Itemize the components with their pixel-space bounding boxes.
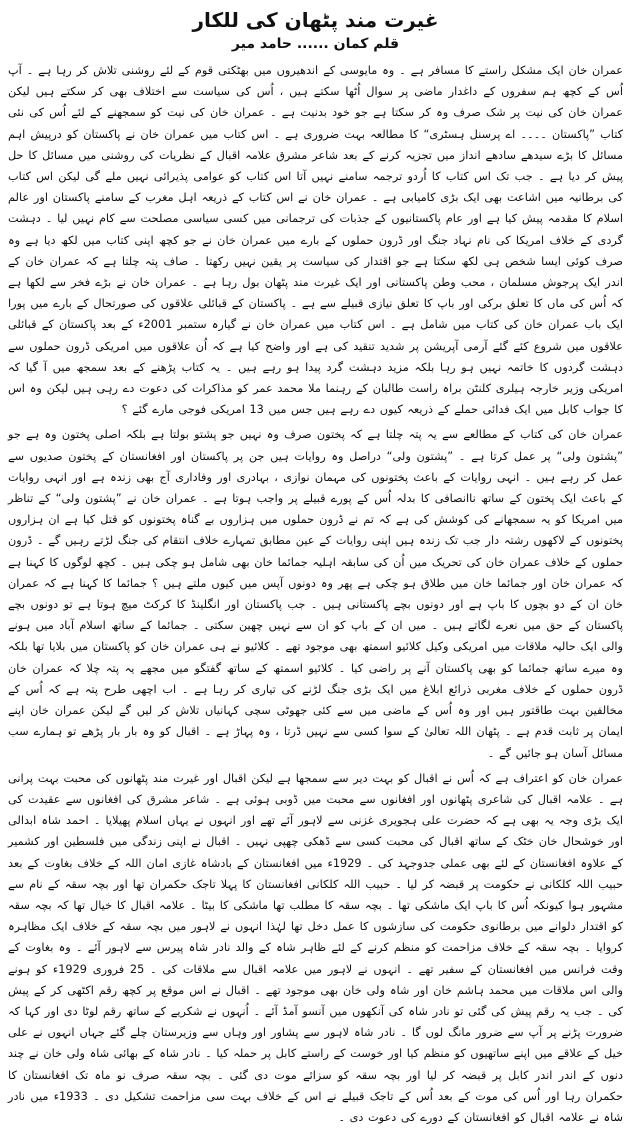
paragraph: عمران خان کو اعتراف ہے کہ اُس نے اقبال کو بہت دیر سے سمجھا ہے لیکن اقبال اور غیرت مند پٹھانوں کی محبت بہت پرانی ہے ۔ علامہ اقبال کی شاعری پٹھانوں اور افغانوں سے محبت میں ڈوبی ہوئی ہے ۔ شاعر مشرق کی افغانوں سے عقیدت کی ایک بڑی وجہ یہ بھی ہے کہ حضرت علی ہجویری غزنی سے لاہور آئے تھے اور انہوں نے یہاں اسلام پھیلایا ۔ احمد شاہ ابدالی اور خوشحال خان خٹک کے ساتھ اقبال کی محبت کسی سے ڈھکی چھپی نہیں ۔ اقبال نے اپنی زندگی میں فلسطین اور کشمیر کے علاوہ افغانستان کے لئے بھی عملی جدوجہد کی ۔ 1929ء میں افغانستان کے بادشاہ غازی امان اللہ کے خلاف بغاوت کے بعد حبیب اللہ کلکانی نے حکومت پر قبضہ کر لیا ۔ حبیب اللہ کلکانی افغانستان کا پہلا تاجک حکمران تھا اور بچہ سقہ کے نام سے مشہور ہوا کیونکہ اُس کا باپ ایک ماشکی تھا ۔ بچہ سقہ کا مطلب تھا ماشکی کا بیٹا ۔ علامہ اقبال کا خیال تھا کہ بچہ سقہ کو اقتدار دلوانے میں برطانوی حکومت کی سازشوں کا عمل دخل تھا لہٰذا انہوں نے لاہور میں بچہ سقہ کے خلاف ایک مظاہرہ کروایا ۔ بچہ سقہ کے خلاف مزاحمت کو منظم کرنے کے لئے ظاہر شاہ کے والد نادر شاہ پیرس سے لاہور آئے ۔ وہ بغاوت کے وقت فرانس میں افغانستان کے سفیر تھے ۔ انہوں نے لاہور میں علامہ اقبال سے ملاقات کی ۔ 25 فروری 1929ء کو ہونے والی اس ملاقات میں محمد ہاشم خان اور شاہ ولی خان بھی موجود تھے ۔ اقبال نے اس موقع پر کچھ رقم اکٹھی کر کے پیش کی ۔ جب یہ رقم پیش کی گئی تو نادر شاہ کی آنکھوں میں آنسو آمڈ آئے ۔ اُنہوں نے شکریے کے ساتھ رقم لوٹا دی اور کہا کہ ضرورت پڑنے پر آپ سے ضرور مانگ لوں گا ۔ نادر شاہ لاہور سے پشاور اور وہاں سے وزیرستان چلے گئے جہاں انہوں نے علی خیل کے علاقے میں اپنے ساتھیوں کو منظم کیا اور خوست کے راستے کابل پر حملہ کیا ۔ نادر شاہ کے بھائی شاہ ولی خان نے چند دنوں کے اندر اندر کابل پر قبضہ کر لیا اور بچہ سقہ کو سزائے موت دی گئی ۔ بچہ سقہ صرف نو ماہ تک افغانستان کا حکمران رہا اور اُس کی موت کے بعد اُس کے تاجک قبیلے نے اس کے خلاف بہت سی مزاحمت تشکیل دی ۔ 1933ء میں نادر شاہ نے علامہ اقبال کو افغانستان کے دورے کی دعوت دی ۔ [8, 771, 623, 1124]
column-byline: قلم کمان ...... حامد میر [231, 36, 400, 52]
column-header [8, 6, 623, 54]
article-title: غیرت مند پٹھان کی للکار [192, 8, 439, 32]
paragraph: عمران خان ایک مشکل راستے کا مسافر ہے ۔ وہ مایوسی کے اندھیروں میں بھٹکتی قوم کے لئے روشنی تلاش کر رہا ہے ۔ آپ اُس کے کچھ ہم سفروں کے داغدار ماضی پر سوال اُٹھا سکتے ہیں ، اُس کی سیاست سے اختلاف بھی کر سکتے ہیں لیکن عمران خان کی نیت پر شک صرف وہ کر سکتا ہے جو خود بدنیت ہے ۔ عمران خان کی نیت کو سمجھنے کے لئے اُس کی نئی کتاب ”پاکستان ۔۔۔۔ اے پرسنل ہسٹری“ کا مطالعہ بہت ضروری ہے ۔ اس کتاب میں عمران خان نے پاکستان کو درپیش اہم مسائل کا بڑے سیدھے سادھے انداز میں تجزیہ کرنے کے بعد شاعر مشرق علامہ اقبال کے نظریات کی روشنی میں مسائل کا حل پیش کر دیا ہے ۔ جب تک اس کتاب کا اُردو ترجمہ سامنے نہیں آتا اس کتاب کو عوامی پذیرائی نہیں ملے گی لیکن اس کتاب کی برطانیہ میں اشاعت بھی ایک بڑی کامیابی ہے ۔ عمران خان نے اس کتاب کے ذریعہ اہل مغرب کے سامنے پاکستان اور عالم اسلام کا مقدمہ پیش کیا ہے اور عام پاکستانیوں کے جذبات کی ترجمانی میں کسی سیاسی مصلحت سے کام نہیں لیا ۔ دہشت گردی کے خلاف امریکا کی نام نہاد جنگ اور ڈرون حملوں کے بارے میں عمران خان نے جو کچھ اپنی کتاب میں لکھ دیا ہے وہ صرف کوئی ایسا شخص ہی لکھ سکتا ہے جو اقتدار کی سیاست پر یقین نہیں رکھتا ۔ صاف پتہ چلتا ہے کہ عمران خان کے اندر ایک پرجوش مسلمان ، محب وطن پاکستانی اور ایک غیرت مند پٹھان بول رہا ہے ۔ عمران خان نے بڑے فخر سے لکھا ہے کہ اُس کی ماں کا تعلق برکی اور باپ کا تعلق نیازی قبیلے سے ہے ۔ پاکستان کے قبائلی علاقوں کی صورتحال کے بارے میں پورا ایک باب عمران خان کی کتاب میں شامل ہے ۔ اس کتاب میں عمران خان نے گیارہ ستمبر 2001ء کے بعد پاکستان کے قبائلی علاقوں میں شروع کئے گئے آرمی آپریشن پر شدید تنقید کی ہے اور واضح کیا ہے کہ اُن علاقوں میں امریکی ڈرون حملوں سے دہشت گردوں کا خاتمہ نہیں ہو رہا بلکہ مزید دہشت گرد پیدا ہو رہے ہیں ۔ یہ کتاب پڑھنے کے بعد سمجھ میں آ گیا کہ امریکی وزیر خارجہ ہیلری کلنٹن براہ راست طالبان کے رہنما ملا محمد عمر کو مذاکرات کی دعوت دے رہی ہیں لیکن وہ اس کا جواب کابل میں ایک فدائی حملے کے ذریعہ کیوں دے رہے ہیں جس میں 13 امریکی فوجی مارے گئے ؟ [8, 64, 623, 417]
article-body [8, 60, 623, 1128]
paragraph: عمران خان کی کتاب کے مطالعے سے یہ پتہ چلتا ہے کہ پختون صرف وہ نہیں جو پشتو بولتا ہے بلکہ اصلی پختون وہ ہے جو ”پشتون ولی“ پر عمل کرتا ہے ۔ ”پشتون ولی“ دراصل وہ روایات ہیں جن پر پاکستان اور افغانستان کے پختون صدیوں سے عمل کر رہے ہیں ۔ انہی روایات کے باعث پختونوں کی مہمان نوازی ، بہادری اور وفاداری آج بھی زندہ ہے اور انہی روایات کے باعث ایک پختون کے ساتھ ناانصافی کا بدلہ اُس کے پورے قبیلے پر واجب ہوتا ہے ۔ عمران خان نے ”پشتون ولی“ کے تناظر میں امریکا کو یہ سمجھانے کی کوشش کی ہے کہ تم نے ڈرون حملوں میں ہزاروں بے گناہ پختونوں کو قتل کیا ہے ان ہزاروں پختونوں کے لاکھوں رشتہ دار جب تک زندہ ہیں اپنی روایات کے عین مطابق تمہارے خلاف انتقام کی جنگ لڑتے رہیں گے ۔ ڈرون حملوں کے خلاف عمران خان کی تحریک میں اُن کی سابقہ اہلیہ جمائما خان بھی شامل ہو چکی ہیں ۔ کچھ لوگوں کا کہنا ہے کہ عمران خان اور جمائما خان میں طلاق ہو چکی ہے پھر وہ دونوں آپس میں کیوں ملتے ہیں ؟ جمائما کا کہنا ہے کہ عمران خان ان کے دو بچوں کا باپ ہے اور دونوں بچے پاکستانی ہیں ۔ جب پاکستان اور انگلینڈ کا کرکٹ میچ ہوتا ہے تو دونوں بچے پاکستان کے حق میں نعرے لگاتے ہیں ۔ میں ان کے باپ کو ان سے نہیں چھین سکتی ۔ جمائما کے ساتھ اسلام آباد میں ہونے والی ایک حالیہ ملاقات میں امریکی وکیل کلائیو اسمتھ بھی موجود تھے ۔ کلائیو نے ہی عمران خان کو پاکستان میں بلایا تھا بلکہ وہ میرے ساتھ جمائما کو بھی پاکستان آنے پر راضی کیا ۔ کلائیو اسمتھ کے ساتھ گفتگو میں مجھے یہ پتہ چلا کہ عمران خان ڈرون حملوں کے خلاف مغربی ذرائع ابلاغ میں ایک بڑی جنگ لڑنے کی تیاری کر رہا ہے ۔ اب اچھی طرح پتہ ہے کہ اُس کے مخالفین بہت طاقتور ہیں اور وہ اُس کے ماضی میں سے کئی جھوٹی سچی کہانیاں تلاش کر لیں گے لیکن عمران خان اپنے ایمان پر ثابت قدم ہے ۔ پٹھان اللہ تعالیٰ کے سوا کسی سے نہیں ڈرتا ، وہ پہاڑ ہے ۔ اقبال کو وہ بار بار پڑھے تو ہمارے سب مسائل آسان ہو جائیں گے ۔ [8, 428, 623, 760]
